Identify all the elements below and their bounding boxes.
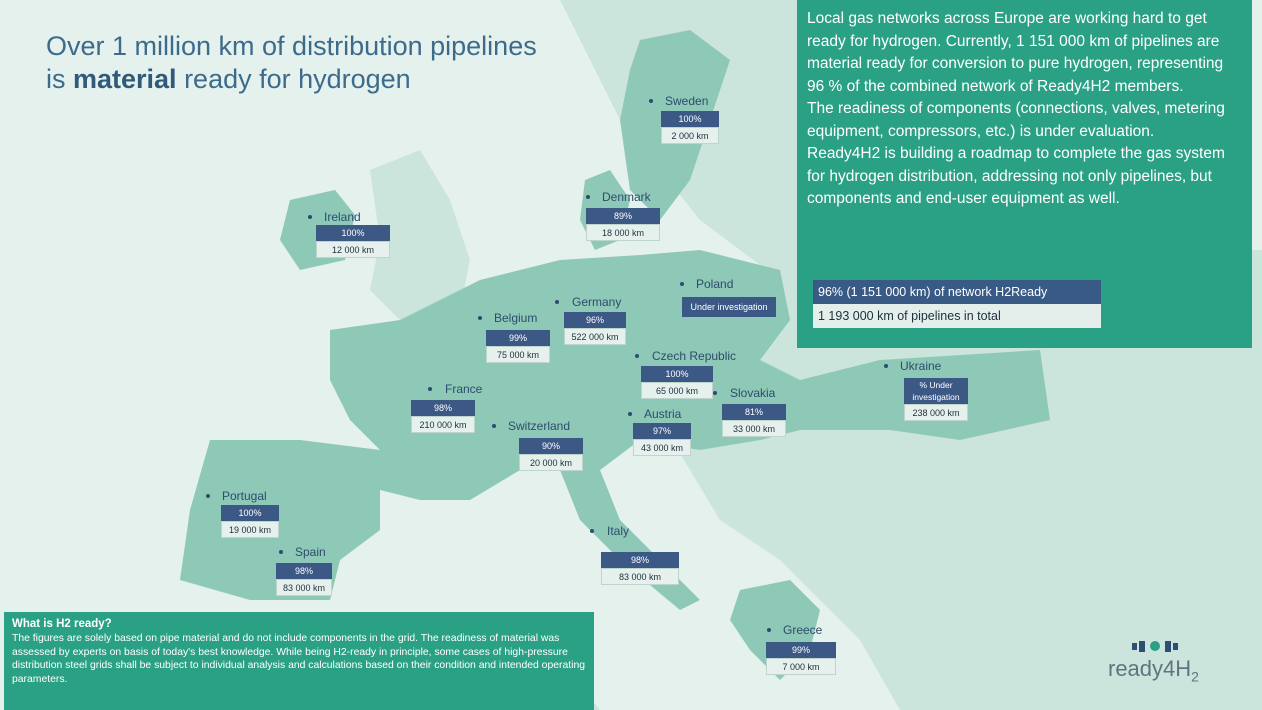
pipeline-length: 12 000 km xyxy=(316,241,390,258)
info-panel xyxy=(797,0,1252,348)
country-name: Sweden xyxy=(665,94,709,108)
readiness-tag xyxy=(486,330,550,363)
page-title xyxy=(46,30,646,96)
country-name: Poland xyxy=(696,277,734,291)
stat-total: 1 193 000 km of pipelines in total xyxy=(813,304,1101,328)
info-paragraph-3: Ready4H2 is building a roadmap to complete the gas system for hydrogen distribution, addressing not only pipelines, but components and end-user equipment as well. xyxy=(807,145,1225,207)
pipeline-length: 83 000 km xyxy=(276,579,332,596)
readiness-tag xyxy=(766,642,836,675)
country-name: Switzerland xyxy=(508,419,571,433)
country-name: Ukraine xyxy=(900,359,942,373)
country-name: Belgium xyxy=(494,311,538,325)
readiness-percent: 81% xyxy=(722,404,786,420)
h2-ready-body: The figures are solely based on pipe material and do not include components in the grid. The readiness of material was assessed by experts on basis of today's best knowledge. While being H2-ready in principle, some cases of high-pressure distribution steel grids shall be subject to individual analysis and calculations based on their condition and intended operating parameters. xyxy=(12,633,586,685)
readiness-tag xyxy=(722,404,786,437)
marker-dot xyxy=(586,195,590,199)
marker-dot xyxy=(628,412,632,416)
marker-dot xyxy=(478,316,482,320)
pipeline-length: 522 000 km xyxy=(564,328,626,345)
readiness-percent: 90% xyxy=(519,438,583,454)
marker-dot xyxy=(884,364,888,368)
country-name: Slovakia xyxy=(730,386,776,400)
readiness-status: Under investigation xyxy=(682,297,776,317)
readiness-tag xyxy=(221,505,279,538)
pipeline-length: 238 000 km xyxy=(904,404,968,421)
info-paragraph-2: The readiness of components (connections, valves, metering equipment, compressors, etc.) is under evaluation. xyxy=(807,100,1225,140)
pipeline-length: 43 000 km xyxy=(633,439,691,456)
h2-ready-heading: What is H2 ready? xyxy=(12,618,112,630)
marker-dot xyxy=(767,628,771,632)
readiness-percent: 100% xyxy=(641,366,713,382)
logo-text-sub: 2 xyxy=(1191,668,1199,685)
marker-dot xyxy=(492,424,496,428)
readiness-percent: 97% xyxy=(633,423,691,439)
title-line2 xyxy=(46,63,646,96)
pipeline-length: 20 000 km xyxy=(519,454,583,471)
title-line2-bold: material xyxy=(73,64,177,94)
title-line2-post: ready for hydrogen xyxy=(176,64,411,94)
country-name: France xyxy=(445,382,483,396)
pipeline-length: 2 000 km xyxy=(661,127,719,144)
pipeline-length: 65 000 km xyxy=(641,382,713,399)
readiness-tag xyxy=(564,312,626,345)
marker-dot xyxy=(308,215,312,219)
readiness-percent: 99% xyxy=(766,642,836,658)
marker-dot xyxy=(428,387,432,391)
readiness-tag xyxy=(661,111,719,144)
marker-dot xyxy=(206,494,210,498)
molecule-icon xyxy=(1130,638,1180,654)
marker-dot xyxy=(635,354,639,358)
network-stats xyxy=(813,280,1101,328)
readiness-percent: 98% xyxy=(411,400,475,416)
readiness-percent: 100% xyxy=(221,505,279,521)
country-name: Germany xyxy=(572,295,622,309)
logo-text-main: ready4H xyxy=(1108,656,1192,681)
pipeline-length: 83 000 km xyxy=(601,568,679,585)
readiness-tag xyxy=(519,438,583,471)
country-name: Portugal xyxy=(222,489,267,503)
pipeline-length: 18 000 km xyxy=(586,224,660,241)
readiness-tag xyxy=(411,400,475,433)
readiness-tag xyxy=(276,563,332,596)
readiness-tag xyxy=(316,225,390,258)
country-name: Austria xyxy=(644,407,682,421)
marker-dot xyxy=(590,529,594,533)
readiness-percent: 99% xyxy=(486,330,550,346)
readiness-tag xyxy=(633,423,691,456)
country-name: Italy xyxy=(607,524,630,538)
readiness-tag xyxy=(904,378,968,421)
readiness-percent: 98% xyxy=(601,552,679,568)
readiness-percent: 89% xyxy=(586,208,660,224)
readiness-percent: 100% xyxy=(661,111,719,127)
marker-dot xyxy=(649,99,653,103)
info-paragraph-1: Local gas networks across Europe are working hard to get ready for hydrogen. Currently, 1 151 000 km of pipelines are material ready for conversion to pure hydrogen, representing 96 % of the combined network of Ready4H2 members. xyxy=(807,10,1224,95)
stat-ready: 96% (1 151 000 km) of network H2Ready xyxy=(813,280,1101,304)
pipeline-length: 7 000 km xyxy=(766,658,836,675)
country-name: Denmark xyxy=(602,190,651,204)
readiness-percent: 100% xyxy=(316,225,390,241)
marker-dot xyxy=(279,550,283,554)
readiness-tag xyxy=(601,552,679,585)
readiness-tag xyxy=(641,366,713,399)
country-name: Ireland xyxy=(324,210,361,224)
readiness-percent: 98% xyxy=(276,563,332,579)
readiness-tag xyxy=(586,208,660,241)
pipeline-length: 33 000 km xyxy=(722,420,786,437)
country-name: Czech Republic xyxy=(652,349,737,363)
marker-dot xyxy=(555,300,559,304)
pipeline-length: 19 000 km xyxy=(221,521,279,538)
country-name: Spain xyxy=(295,545,326,559)
pipeline-length: 210 000 km xyxy=(411,416,475,433)
readiness-percent: 96% xyxy=(564,312,626,328)
marker-dot xyxy=(713,391,717,395)
country-name: Greece xyxy=(783,623,823,637)
ready4h2-logo xyxy=(1108,638,1218,688)
h2-ready-explainer xyxy=(4,612,594,710)
title-line1: Over 1 million km of distribution pipelines xyxy=(46,31,537,61)
pipeline-length: 75 000 km xyxy=(486,346,550,363)
logo-wordmark xyxy=(1108,656,1199,684)
marker-dot xyxy=(680,282,684,286)
title-line2-pre: is xyxy=(46,64,73,94)
readiness-percent: % Under investigation xyxy=(904,378,968,404)
readiness-tag xyxy=(682,297,776,317)
